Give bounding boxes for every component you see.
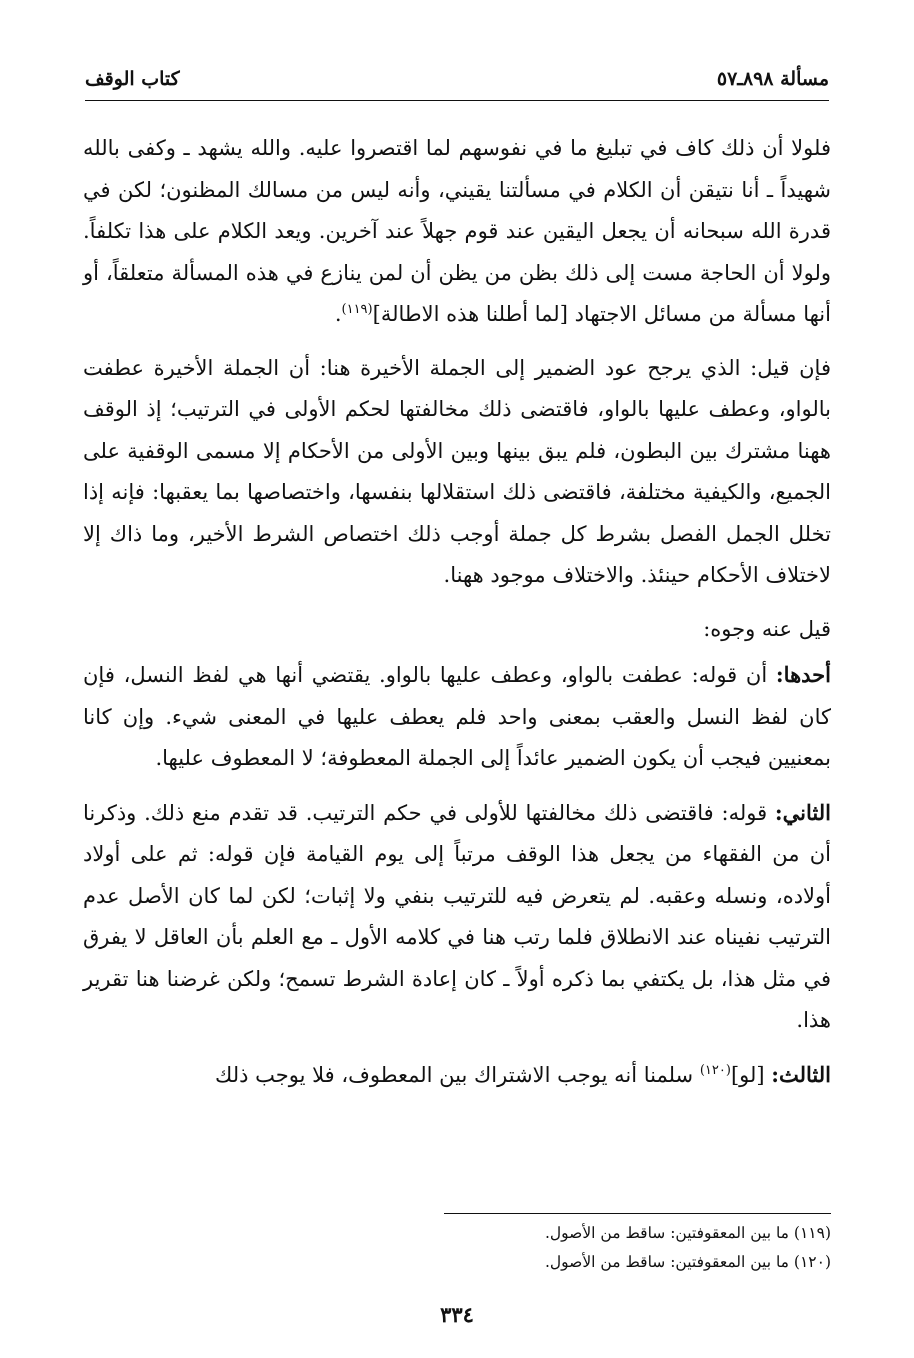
issue-number: مسألة ٨٩٨ـ٥٧: [716, 68, 829, 90]
running-header: [85, 64, 829, 98]
footnote: (١١٩) ما بين المعقوفتين: ساقط من الأصول.: [544, 1224, 831, 1242]
footnote: (١٢٠) ما بين المعقوفتين: ساقط من الأصول.: [544, 1253, 831, 1271]
footnote-ref: (١٢٠): [699, 1062, 731, 1078]
header-divider: [85, 100, 829, 101]
paragraph: [83, 1054, 831, 1097]
paragraph: قيل عنه وجوه:: [703, 616, 831, 641]
footnote-divider: [444, 1213, 831, 1214]
footnote-ref: (١١٩): [341, 302, 373, 317]
paragraph: [83, 792, 831, 1042]
paragraph: [83, 654, 831, 780]
page-number: ٣٣٤: [440, 1302, 474, 1327]
paragraph-text: قوله: فاقتضى ذلك مخالفتها للأولى في حكم الترتيب. قد تقدم منع ذلك. وذكرنا أن من الفقهاء من يجعل هذا الوقف مرتباً إلى يوم القيامة فإن قوله: ثم على أولاد أولاده، ونسله وعقبه. لم يتعرض فيه للترتيب بنفي ولا إثبات؛ لكن لما كان الأصل عدم الترتيب نفيناه عند الانطلاق فلما رتب هنا في كلامه الأول ـ مع العلم بأن العاقل لا يفرق في مثل هذا، بل يكتفي بما ذكره أولاً ـ كان إعادة الشرط تسمح؛ ولكن غرضنا هنا تقرير هذا.: [83, 800, 831, 1032]
book-title: كتاب الوقف: [85, 68, 180, 90]
paragraph-text: [لو]: [730, 1062, 772, 1087]
footnotes: [83, 1219, 831, 1277]
paragraph: فإن قيل: الذي يرجح عود الضمير إلى الجملة الأخيرة هنا: أن الجملة الأخيرة عطفت بالواو، وعطف عليها بالواو، فاقتضى ذلك مخالفتها لحكم الأولى في الترتيب؛ إذ الوقف ههنا مشترك بين البطون، فلم يبق بينها وبين الأولى من الأحكام إلا مسمى الوقفية على الجميع، والكيفية مختلفة، فاقتضى ذلك استقلالها بنفسها، واختصاصها بما يعقبها: فإنه إذا تخلل الجمل الفصل بشرط كل جملة أوجب ذلك اختصاص الشرط الأخير، وما ذاك إلا لاختلاف الأحكام حينئذ. والاختلاف موجود ههنا.: [83, 355, 831, 587]
paragraph-text: فلولا أن ذلك كاف في تبليغ ما في نفوسهم لما اقتصروا عليه. والله يشهد ـ وكفى بالله شهيداً ـ أنا نتيقن أن الكلام في مسألتنا يقيني، وأنه ليس من مسالك المظنون؛ لكن في قدرة الله سبحانه أن يجعل اليقين عند قوم جهلاً عند آخرين. ويعد الكلام على هذا تكلفاً. ولولا أن الحاجة مست إلى ذلك بظن من يظن أن لمن ينازع في هذه المسألة متعلقاً، أو أنها مسألة من مسائل الاجتهاد [لما أطلنا هذه الاطالة]: [83, 136, 831, 326]
paragraph-text: أن قوله: عطفت بالواو، وعطف عليها بالواو. يقتضي أنها هي لفظ النسل، فإن كان لفظ النسل والعقب بمعنى واحد فلم يعطف عليها في المعنى شيء. وإن كانا بمعنيين فيجب أن يكون الضمير عائداً إلى الجملة المعطوفة؛ لا المعطوف عليها.: [83, 663, 831, 770]
paragraph-end: .: [334, 302, 342, 326]
main-text: [83, 128, 831, 1108]
paragraph-lead: الثاني:: [774, 799, 831, 825]
paragraph: [83, 128, 831, 336]
paragraph-lead: أحدها:: [775, 662, 831, 687]
paragraph-text: سلمنا أنه يوجب الاشتراك بين المعطوف، فلا يوجب ذلك: [215, 1062, 700, 1087]
paragraph-lead: الثالث:: [771, 1061, 831, 1087]
